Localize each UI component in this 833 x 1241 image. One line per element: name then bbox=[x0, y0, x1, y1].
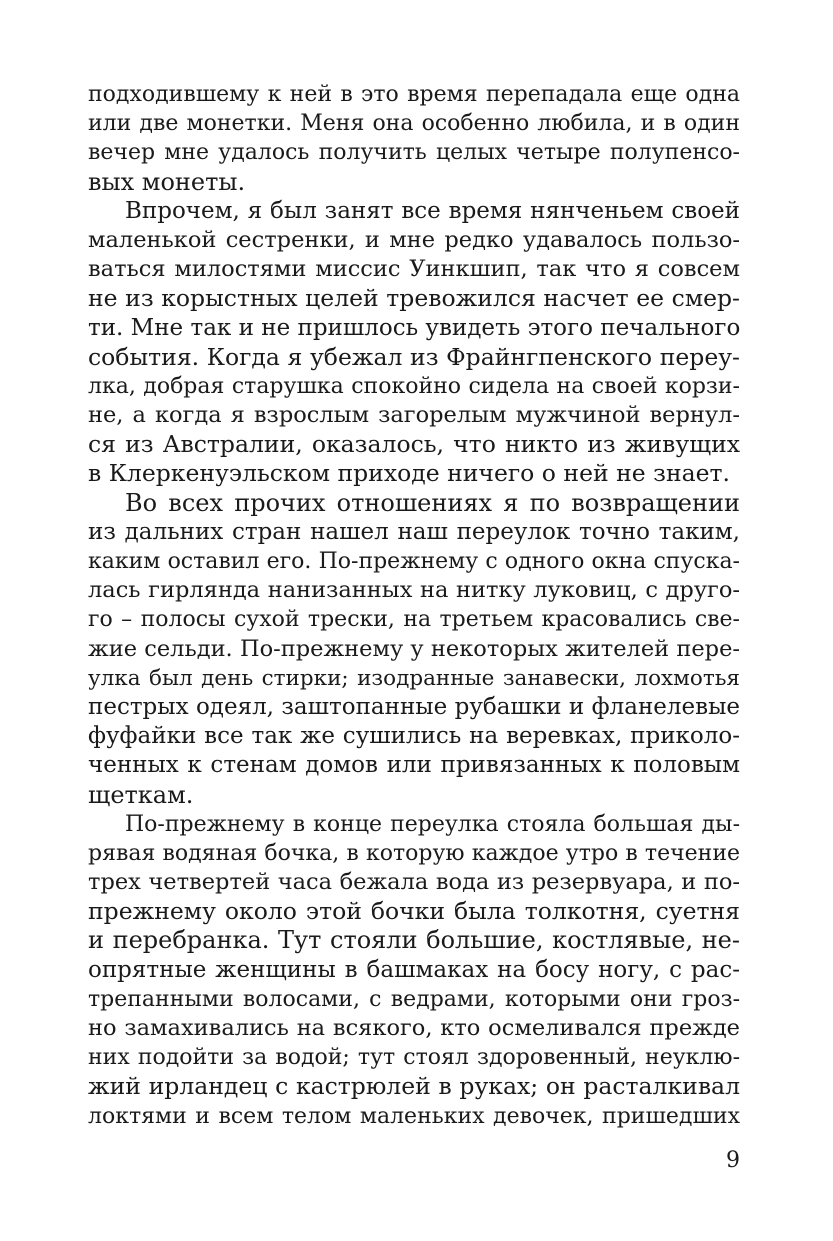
text-line: щеткам. bbox=[88, 780, 194, 809]
text-line: Во всех прочих отношениях я по возвращении bbox=[125, 488, 740, 517]
text-line: в Клеркенуэльском приходе ничего о ней не знает. bbox=[88, 459, 731, 488]
paragraph-2 bbox=[88, 197, 740, 489]
text-line: го – полосы сухой трески, на третьем красовались све- bbox=[88, 607, 740, 633]
text-line: ченных к стенам домов или привязанных к половым bbox=[88, 752, 740, 779]
text-line: лась гирлянда нанизанных на нитку луковиц, с друго- bbox=[88, 577, 740, 604]
text-line: не из корыстных целей тревожился насчет ее смер- bbox=[88, 284, 740, 313]
text-line: По-прежнему в конце переулка стояла большая ды- bbox=[125, 811, 740, 837]
text-line: прежнему около этой бочки была толкотня, суетня bbox=[88, 897, 740, 926]
text-line: улка был день стирки; изодранные занавески, лохмотья bbox=[88, 665, 740, 691]
text-line: фуфайки все так же сушились на веревках, приколо- bbox=[88, 723, 740, 750]
body-text bbox=[88, 80, 740, 1131]
text-line: события. Когда я убежал из Фрайнгпенского переу- bbox=[88, 342, 740, 371]
text-line: подходившему к ней в это время перепадала еще одна bbox=[88, 82, 740, 107]
text-line: пестрых одеял, заштопанные рубашки и фланелевые bbox=[88, 693, 740, 720]
text-line: вых монеты. bbox=[88, 167, 246, 196]
paragraph-3 bbox=[88, 489, 740, 810]
text-line: вечер мне удалось получить целых четыре полупенсо- bbox=[88, 140, 740, 166]
text-line: трепанными волосами, с ведрами, которыми они грoз- bbox=[88, 986, 740, 1012]
text-line: жий ирландец с кастрюлей в руках; он расталкивал bbox=[88, 1072, 740, 1101]
text-line: них подойти за водой; тут стоял здоровенный, неуклю- bbox=[88, 1045, 740, 1071]
text-line: лка, добрая старушка спокойно сидела на своей корзи- bbox=[88, 373, 740, 399]
text-line: рявая водяная бочка, в которую каждое утро в течение bbox=[88, 840, 740, 866]
paragraph-1 bbox=[88, 80, 740, 197]
text-line: или две монетки. Меня она особенно любила, и в один bbox=[88, 111, 740, 137]
text-line: ся из Австралии, оказалось, что никто из живущих bbox=[88, 430, 740, 459]
text-line: жие сельди. По-прежнему у некоторых жителей пере- bbox=[88, 635, 740, 662]
page-number: 9 bbox=[726, 1148, 740, 1173]
text-line: трех четвертей часа бежала вода из резервуара, и по- bbox=[88, 869, 740, 896]
text-line: каким оставил его. По-прежнему с одного окна спуска- bbox=[88, 549, 740, 574]
text-line: но замахивались на всякого, кто осмеливался прежде bbox=[88, 1015, 740, 1041]
text-line: ти. Мне так и не пришлось увидеть этого печального bbox=[88, 314, 740, 341]
text-line: не, а когда я взрослым загорелым мужчиной вернул- bbox=[88, 402, 740, 429]
text-line: и перебранка. Тут стояли большие, костлявые, не- bbox=[88, 926, 740, 955]
text-line: Впрочем, я был занят все время нянченьем своей bbox=[125, 197, 740, 224]
text-line: локтями и всем телом маленьких девочек, пришедших bbox=[88, 1103, 740, 1129]
text-line: опрятные женщины в башмаках на босу ногу, с рас- bbox=[88, 956, 740, 983]
text-line: ваться милостями миссис Уинкшип, так что я совсем bbox=[88, 256, 740, 283]
paragraph-4 bbox=[88, 810, 740, 1131]
text-line: из дальних стран нашел наш переулок точно таким, bbox=[88, 518, 740, 545]
text-line: маленькой сестренки, и мне редко удавалось пользо- bbox=[88, 226, 740, 253]
